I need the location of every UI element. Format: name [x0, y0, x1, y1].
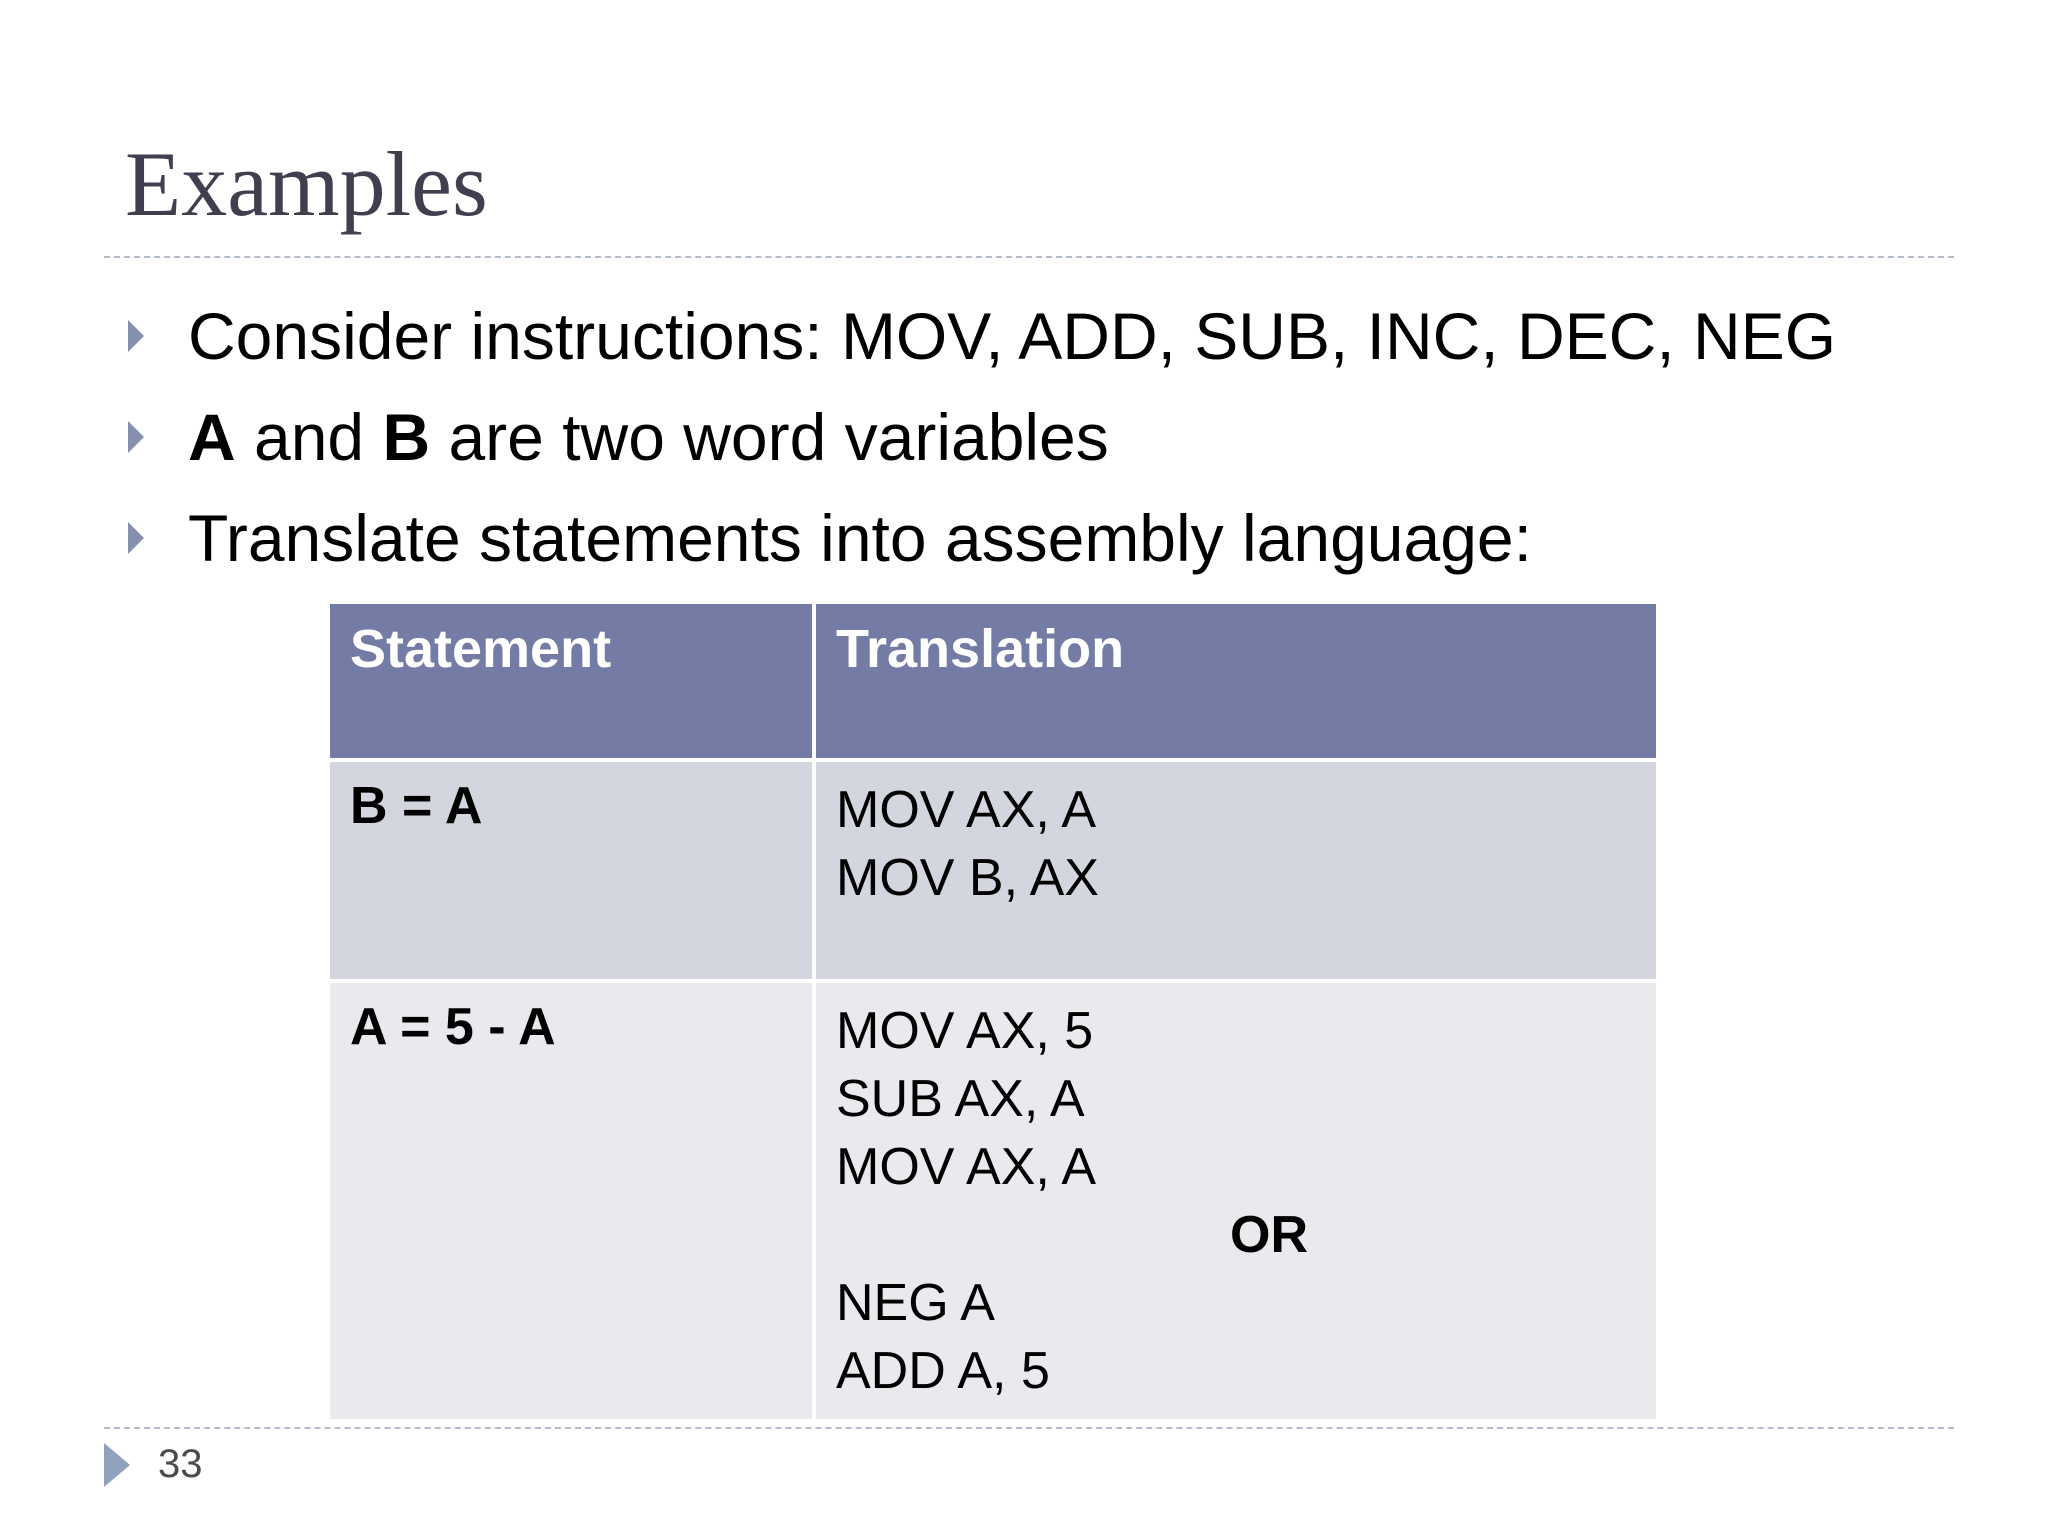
- table-row: [330, 762, 1656, 979]
- table-header-row: [330, 604, 1656, 758]
- bullet-text-and: and: [235, 399, 383, 474]
- code-line: MOV AX, A: [836, 781, 1097, 839]
- header-translation: Translation: [816, 604, 1656, 758]
- header-statement: Statement: [330, 604, 812, 758]
- or-separator: OR: [1230, 1206, 1308, 1264]
- translation-cell: [816, 762, 1656, 979]
- statement-cell: A = 5 - A: [330, 983, 812, 1419]
- bullet-text: Translate statements into assembly language:: [188, 500, 1532, 575]
- variable-b: B: [382, 399, 431, 474]
- triangle-right-icon: [128, 320, 144, 352]
- code-line: MOV AX, 5: [836, 1002, 1094, 1060]
- triangle-right-icon: [128, 522, 144, 554]
- title-divider: [104, 256, 1954, 258]
- bullet-list: [125, 285, 1836, 588]
- bullet-item: [125, 285, 1836, 386]
- code-line: MOV AX, A: [836, 1138, 1097, 1196]
- table-row: [330, 983, 1656, 1419]
- slide-number: 33: [158, 1442, 203, 1486]
- code-line: NEG A: [836, 1274, 995, 1332]
- bullet-text: Consider instructions: MOV, ADD, SUB, INC, DEC, NEG: [188, 298, 1837, 373]
- statement-cell: B = A: [330, 762, 812, 979]
- code-line: SUB AX, A: [836, 1070, 1085, 1128]
- translation-table: [326, 600, 1660, 1423]
- bullet-text: [188, 399, 1109, 475]
- translation-cell: [816, 983, 1656, 1419]
- bullet-text-rest: are two word variables: [430, 399, 1109, 474]
- code-line: MOV B, AX: [836, 849, 1099, 907]
- code-line: ADD A, 5: [836, 1342, 1050, 1400]
- footer-divider: [104, 1427, 1954, 1429]
- variable-a: A: [188, 399, 236, 474]
- triangle-right-icon: [104, 1443, 130, 1487]
- slide-title: Examples: [125, 133, 488, 235]
- triangle-right-icon: [128, 421, 144, 453]
- bullet-item: [125, 386, 1836, 487]
- bullet-item: [125, 487, 1836, 588]
